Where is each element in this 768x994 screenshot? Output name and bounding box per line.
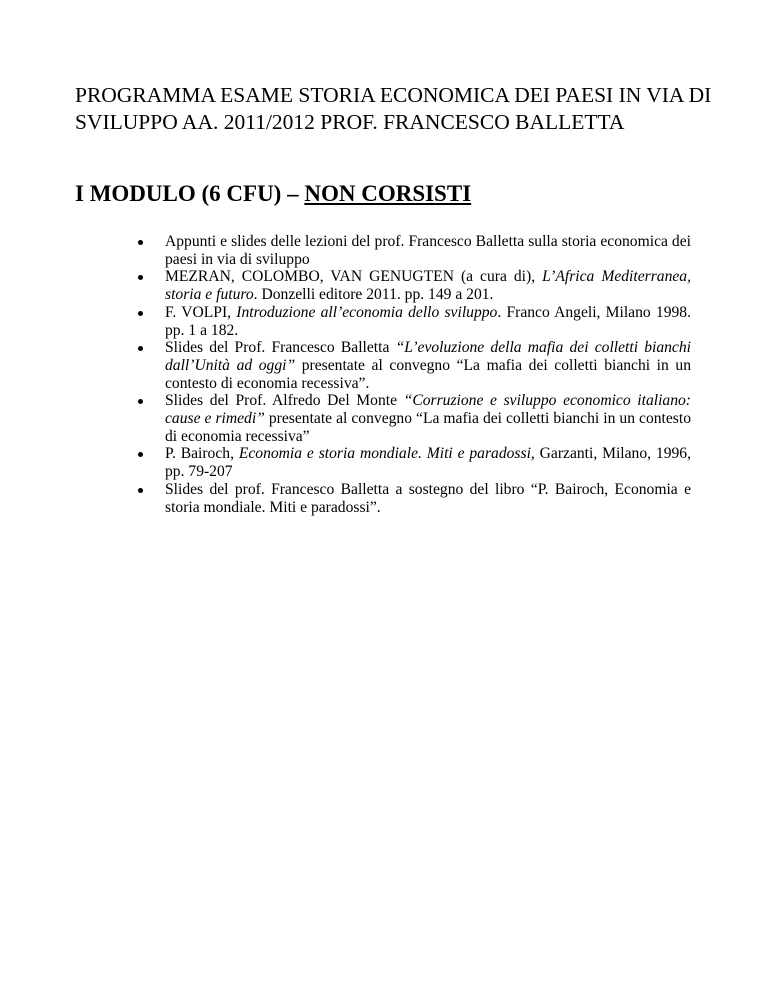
item-italic-title: “Corruzione e sviluppo economico italiano: cause e rimedi” [165,392,691,428]
item-text-after: . Franco Angeli, Milano 1998. pp. 1 a 182. [165,303,691,339]
item-text-after: . Donzelli editore 2011. pp. 149 a 201. [253,286,494,304]
list-item-text [165,304,691,339]
list-item [138,481,691,516]
item-text-after: presentate al convegno “La mafia dei colletti bianchi in un contesto di economia recessiva”. [165,356,692,392]
item-italic-title: Introduzione all’economia dello sviluppo [236,303,498,321]
item-italic-title: L’Africa Mediterranea, storia e futuro [165,268,691,304]
module-heading-prefix: I MODULO (6 CFU) – [75,181,305,206]
list-item-text [165,339,691,392]
module-heading-underlined: NON CORSISTI [304,181,472,206]
list-item [138,445,691,480]
item-text-after: presentate al convegno “La mafia dei colletti bianchi in un contesto di economia recessiva” [165,410,691,445]
item-text-after: , Garzanti, Milano, 1996, pp. 79-207 [165,445,691,481]
bullet-icon [138,488,143,493]
list-item [138,339,691,392]
bullet-icon [138,346,143,351]
bullet-icon [138,240,143,245]
list-item-text [165,481,691,516]
reading-list [138,233,691,516]
item-text: Slides del prof. Francesco Balletta a sostegno del libro “P. Bairoch, Economia e storia mondiale. Miti e paradossi”. [165,480,691,516]
item-text: F. VOLPI, [165,303,237,321]
item-text: Slides del Prof. Alfredo Del Monte [165,392,404,410]
list-item [138,268,691,303]
item-text: MEZRAN, COLOMBO, VAN GENUGTEN (a cura di), [165,268,543,286]
bullet-icon [138,399,143,404]
list-item-text [165,268,691,303]
list-item [138,233,691,268]
bullet-icon [138,452,143,457]
item-text: Appunti e slides delle lezioni del prof. Francesco Balletta sulla storia economica dei paesi in via di sviluppo [165,233,691,268]
bullet-icon [138,275,143,280]
item-text: Slides del Prof. Francesco Balletta [165,339,396,357]
list-item-text [165,445,691,480]
item-italic-title: Economia e storia mondiale. Miti e paradossi [238,445,531,463]
list-item-text [165,233,691,268]
document-title: PROGRAMMA ESAME STORIA ECONOMICA DEI PAESI IN VIA DI SVILUPPO AA. 2011/2012 PROF. FRANCESCO BALLETTA [75,83,712,134]
list-item [138,304,691,339]
item-italic-title: “L’evoluzione della mafia dei colletti bianchi dall’Unità ad oggi” [165,339,691,374]
bullet-icon [138,311,143,316]
list-item-text [165,392,691,445]
item-text: P. Bairoch, [165,445,239,463]
module-heading [75,180,715,208]
list-item [138,392,691,445]
